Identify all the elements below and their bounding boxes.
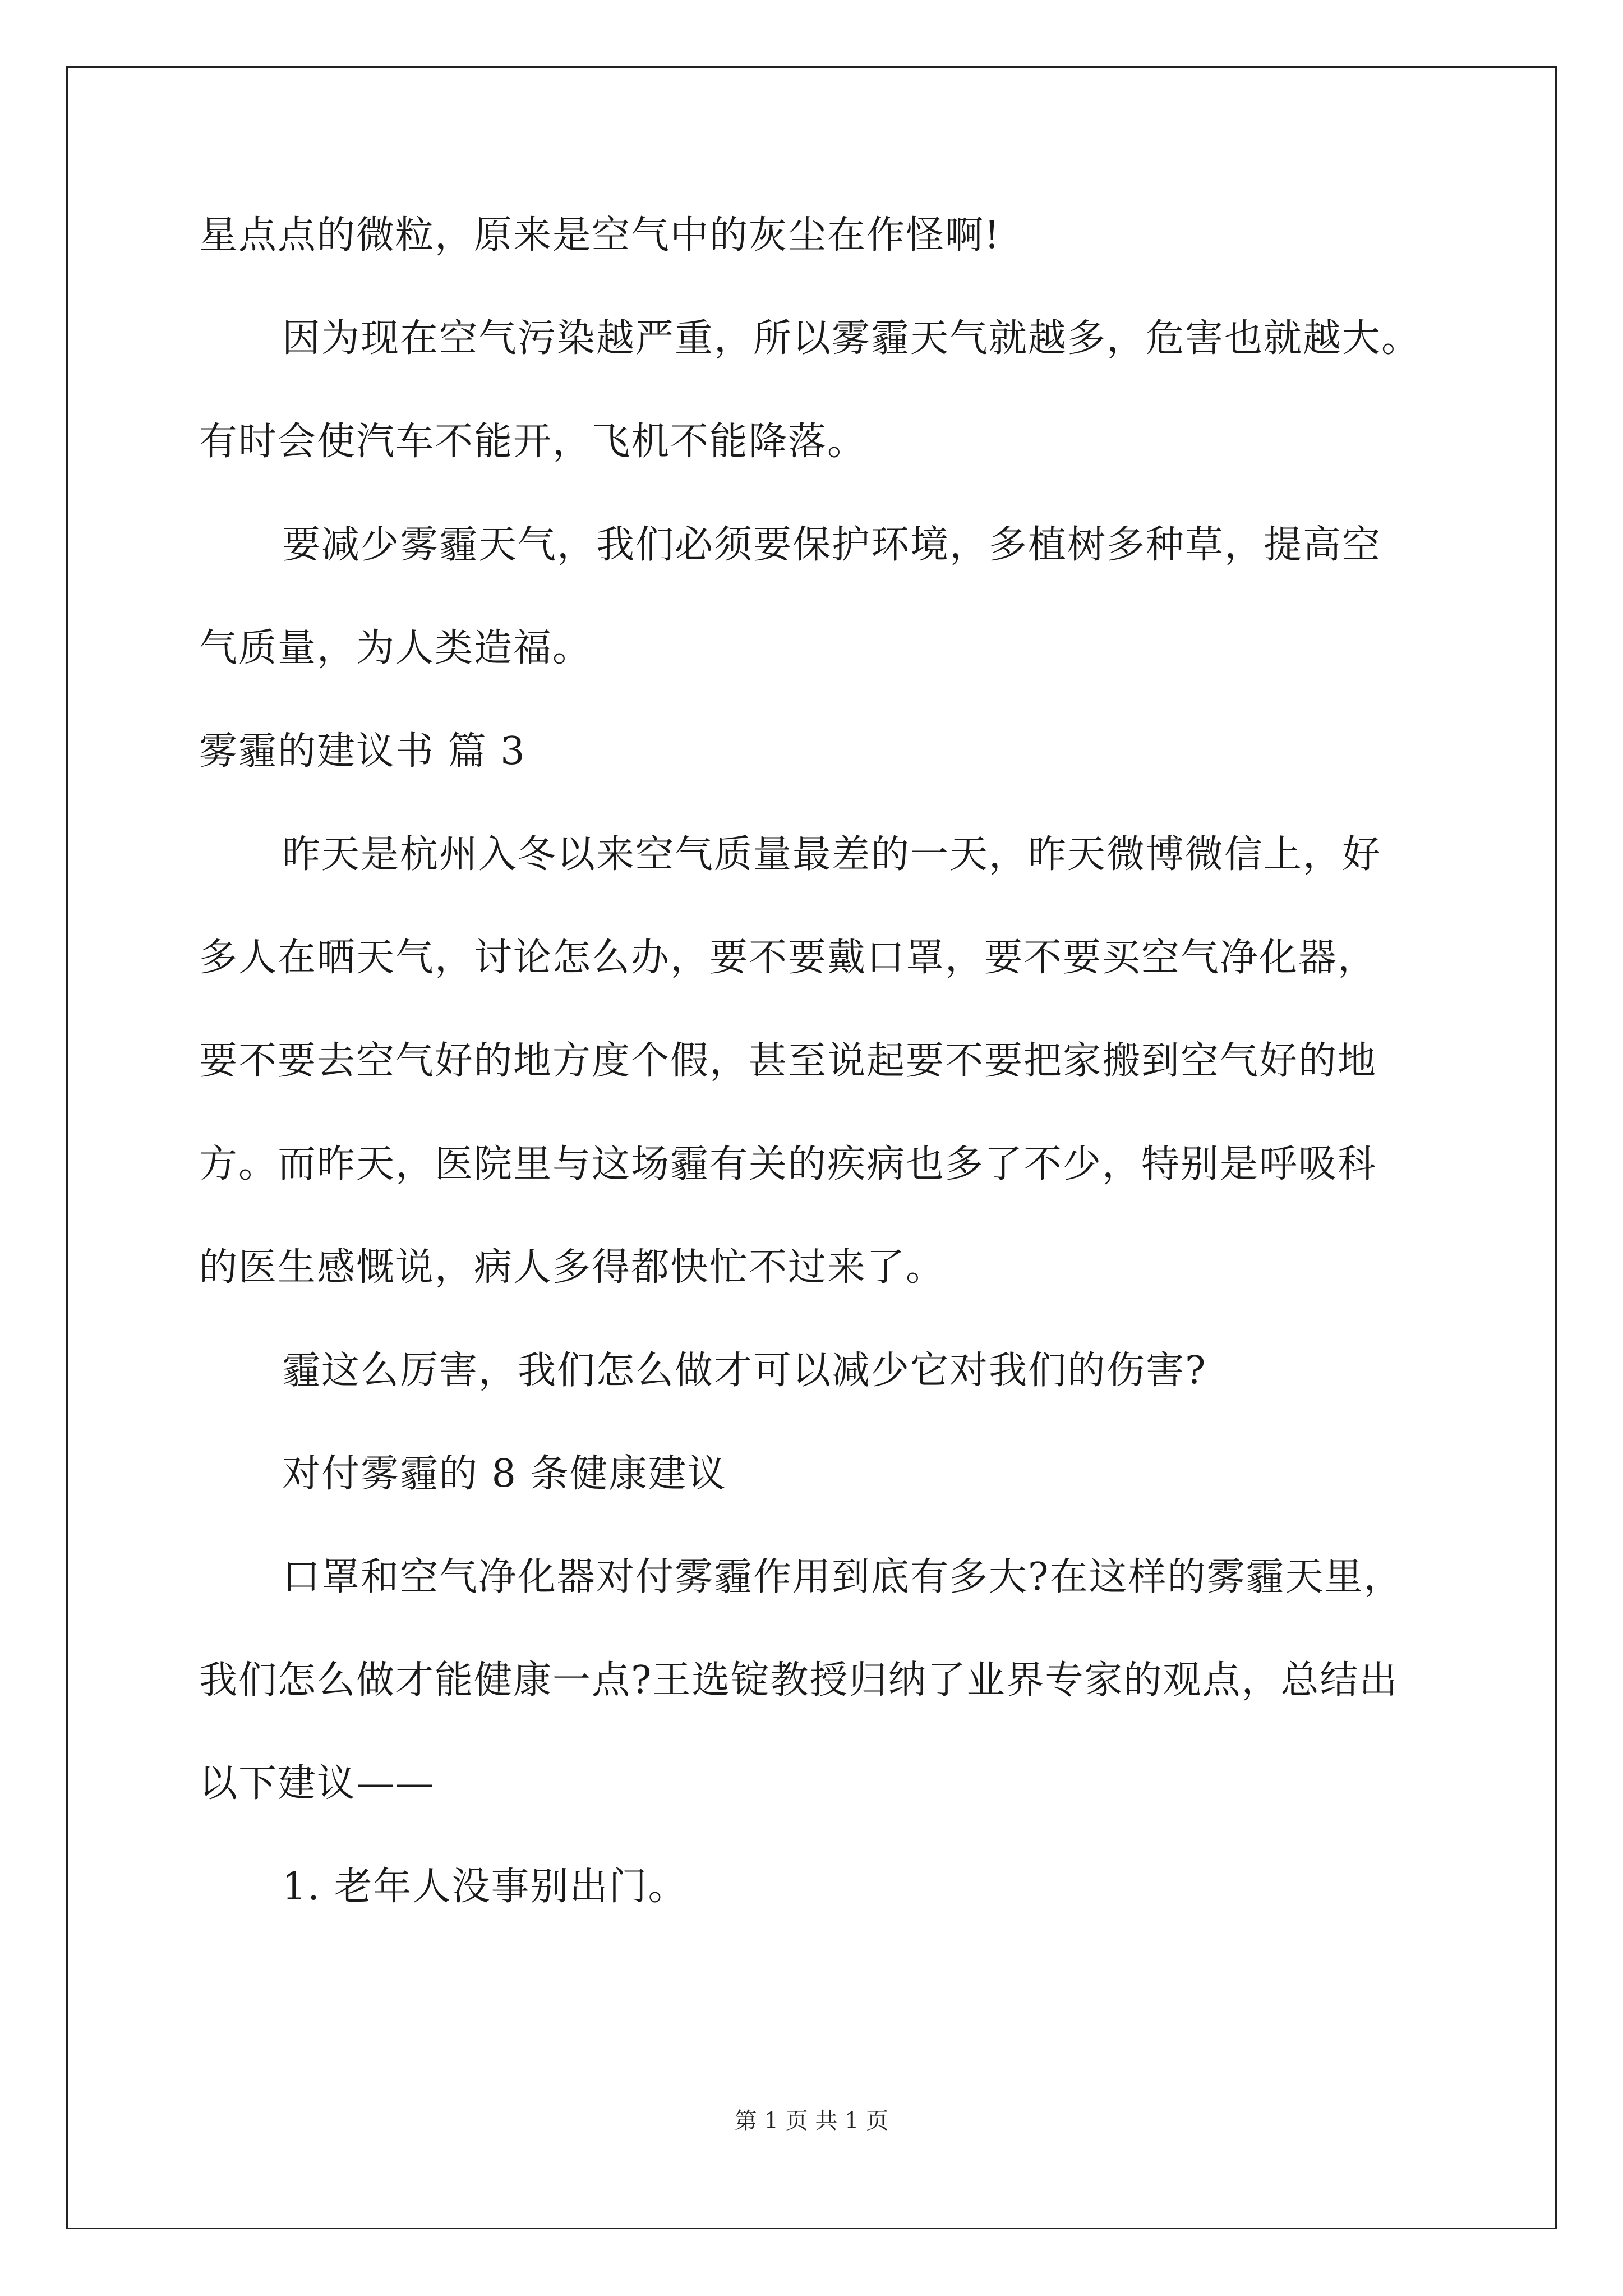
paragraph-line: 有时会使汽车不能开，飞机不能降落。 <box>199 420 867 464</box>
paragraph-line: 气质量，为人类造福。 <box>199 626 592 670</box>
paragraph-line: 要不要去空气好的地方度个假，甚至说起要不要把家搬到空气好的地 <box>199 1039 1377 1083</box>
paragraph-line: 口罩和空气净化器对付雾霾作用到底有多大?在这样的雾霾天里， <box>282 1555 1403 1599</box>
paragraph-line: 要减少雾霾天气，我们必须要保护环境，多植树多种草，提高空 <box>282 523 1382 567</box>
paragraph-line: 星点点的微粒，原来是空气中的灰尘在作怪啊! <box>199 213 1001 257</box>
page-number-footer: 第 1 页 共 1 页 <box>734 2108 889 2134</box>
paragraph-line: 的医生感慨说，病人多得都快忙不过来了。 <box>199 1245 946 1290</box>
paragraph-line: 以下建议—— <box>199 1761 435 1806</box>
paragraph-line: 因为现在空气污染越严重，所以雾霾天气就越多，危害也就越大。 <box>282 316 1421 361</box>
section-heading: 雾霾的建议书 篇 3 <box>199 729 526 774</box>
paragraph-line: 霾这么厉害，我们怎么做才可以减少它对我们的伤害? <box>282 1349 1207 1393</box>
paragraph-line: 昨天是杭州入冬以来空气质量最差的一天，昨天微博微信上，好 <box>282 832 1382 877</box>
list-item: 1. 老年人没事别出门。 <box>282 1865 688 1909</box>
paragraph-line: 我们怎么做才能健康一点?王选锭教授归纳了业界专家的观点，总结出 <box>199 1658 1399 1703</box>
subheading: 对付雾霾的 8 条健康建议 <box>282 1452 727 1496</box>
paragraph-line: 方。而昨天，医院里与这场霾有关的疾病也多了不少，特别是呼吸科 <box>199 1142 1377 1186</box>
paragraph-line: 多人在晒天气，讨论怎么办，要不要戴口罩，要不要买空气净化器， <box>199 936 1377 980</box>
